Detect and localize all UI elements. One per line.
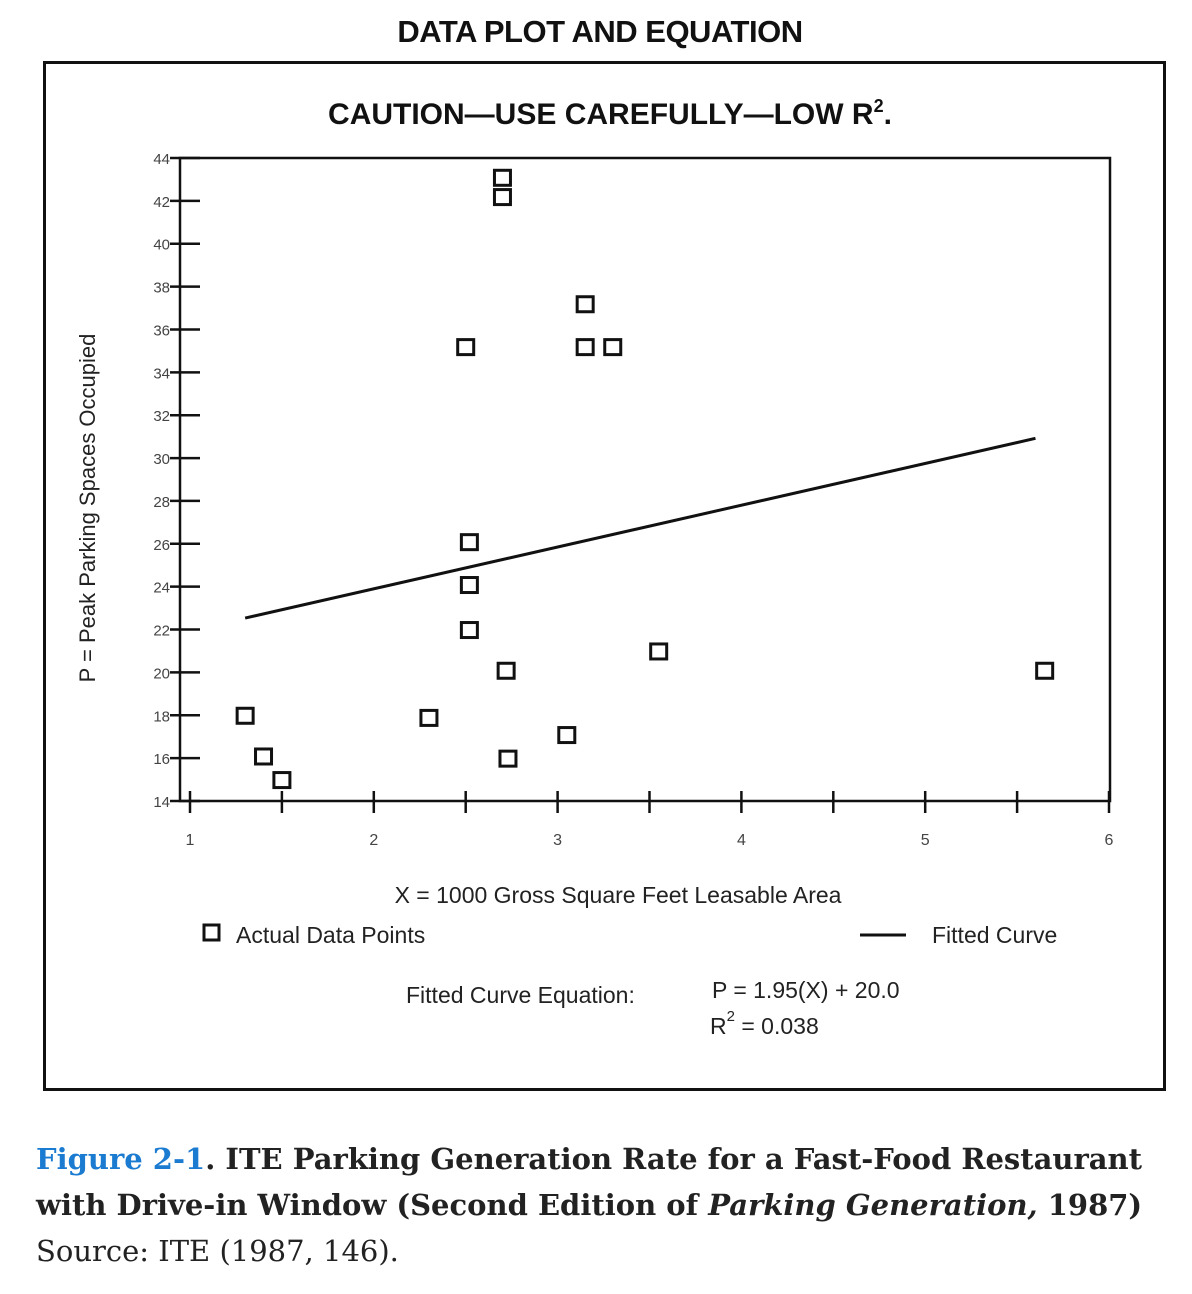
equation-block [406, 977, 900, 1039]
data-point-marker [458, 340, 474, 355]
data-point-marker [461, 623, 477, 638]
y-tick-label: 26 [153, 536, 170, 554]
y-tick-label: 44 [153, 151, 170, 168]
y-tick-label: 30 [153, 451, 170, 469]
y-tick-label: 36 [153, 322, 170, 340]
figure-source: Source: ITE (1987, 146). [36, 1234, 399, 1268]
y-tick-label: 18 [153, 708, 170, 726]
x-axis [186, 791, 1114, 849]
y-tick-label: 24 [153, 579, 170, 597]
data-point-marker [237, 708, 253, 723]
data-point-marker [577, 297, 593, 312]
y-tick-label: 34 [153, 365, 170, 383]
x-tick-label: 6 [1104, 832, 1114, 849]
data-point-marker [577, 340, 593, 355]
x-tick-label: 1 [185, 832, 195, 849]
legend [204, 922, 1057, 948]
data-point-marker [256, 749, 272, 764]
data-point-marker [494, 170, 510, 185]
data-point-marker [651, 644, 667, 659]
x-axis-label: X = 1000 Gross Square Feet Leasable Area [394, 882, 842, 908]
x-tick-label: 4 [736, 832, 746, 849]
data-point-marker [494, 190, 510, 205]
data-points [237, 170, 1053, 787]
equation-r2: $R^2 = 0.038$ [710, 1008, 819, 1039]
y-tick-label: 28 [153, 493, 170, 511]
figure-caption [36, 1136, 1176, 1274]
fitted-curve-line [245, 438, 1035, 618]
legend-points-label: Actual Data Points [236, 922, 426, 948]
data-point-marker [461, 578, 477, 593]
y-tick-label: 42 [153, 193, 170, 211]
data-point-marker [498, 663, 514, 678]
y-tick-label: 16 [153, 751, 170, 769]
equation-formula: P = 1.95(X) + 20.0 [712, 977, 900, 1003]
data-point-marker [500, 751, 516, 766]
y-axis [153, 151, 200, 811]
equation-label: Fitted Curve Equation: [406, 982, 635, 1008]
x-tick-label: 5 [920, 832, 930, 849]
y-tick-label: 38 [153, 279, 170, 297]
legend-line-label: Fitted Curve [932, 922, 1058, 948]
data-point-marker [274, 773, 290, 788]
x-tick-label: 3 [553, 832, 563, 849]
figure-number: Figure 2-1 [36, 1142, 206, 1176]
data-point-marker [605, 340, 621, 355]
y-tick-label: 40 [153, 236, 170, 254]
y-tick-label: 20 [153, 665, 170, 683]
figure-title: . ITE Parking Generation Rate for a Fast-Food Restaurant with Drive-in Window (Second Edition of Parking Generation, 1987) [36, 1142, 1143, 1222]
x-tick-label: 2 [369, 832, 379, 849]
data-point-marker [421, 710, 437, 725]
y-axis-label: P = Peak Parking Spaces Occupied [75, 333, 100, 683]
data-point-marker [461, 535, 477, 550]
y-tick-label: 22 [153, 622, 170, 640]
y-tick-label: 14 [153, 794, 170, 811]
plot-area [180, 158, 1110, 801]
chart-title: CAUTION—USE CAREFULLY—LOW $R^2$. [328, 96, 892, 131]
data-point-marker [1037, 663, 1053, 678]
page-title: DATA PLOT AND EQUATION [397, 14, 803, 49]
y-tick-label: 32 [153, 408, 170, 426]
data-point-marker [559, 728, 575, 743]
legend-square-marker [204, 925, 219, 940]
